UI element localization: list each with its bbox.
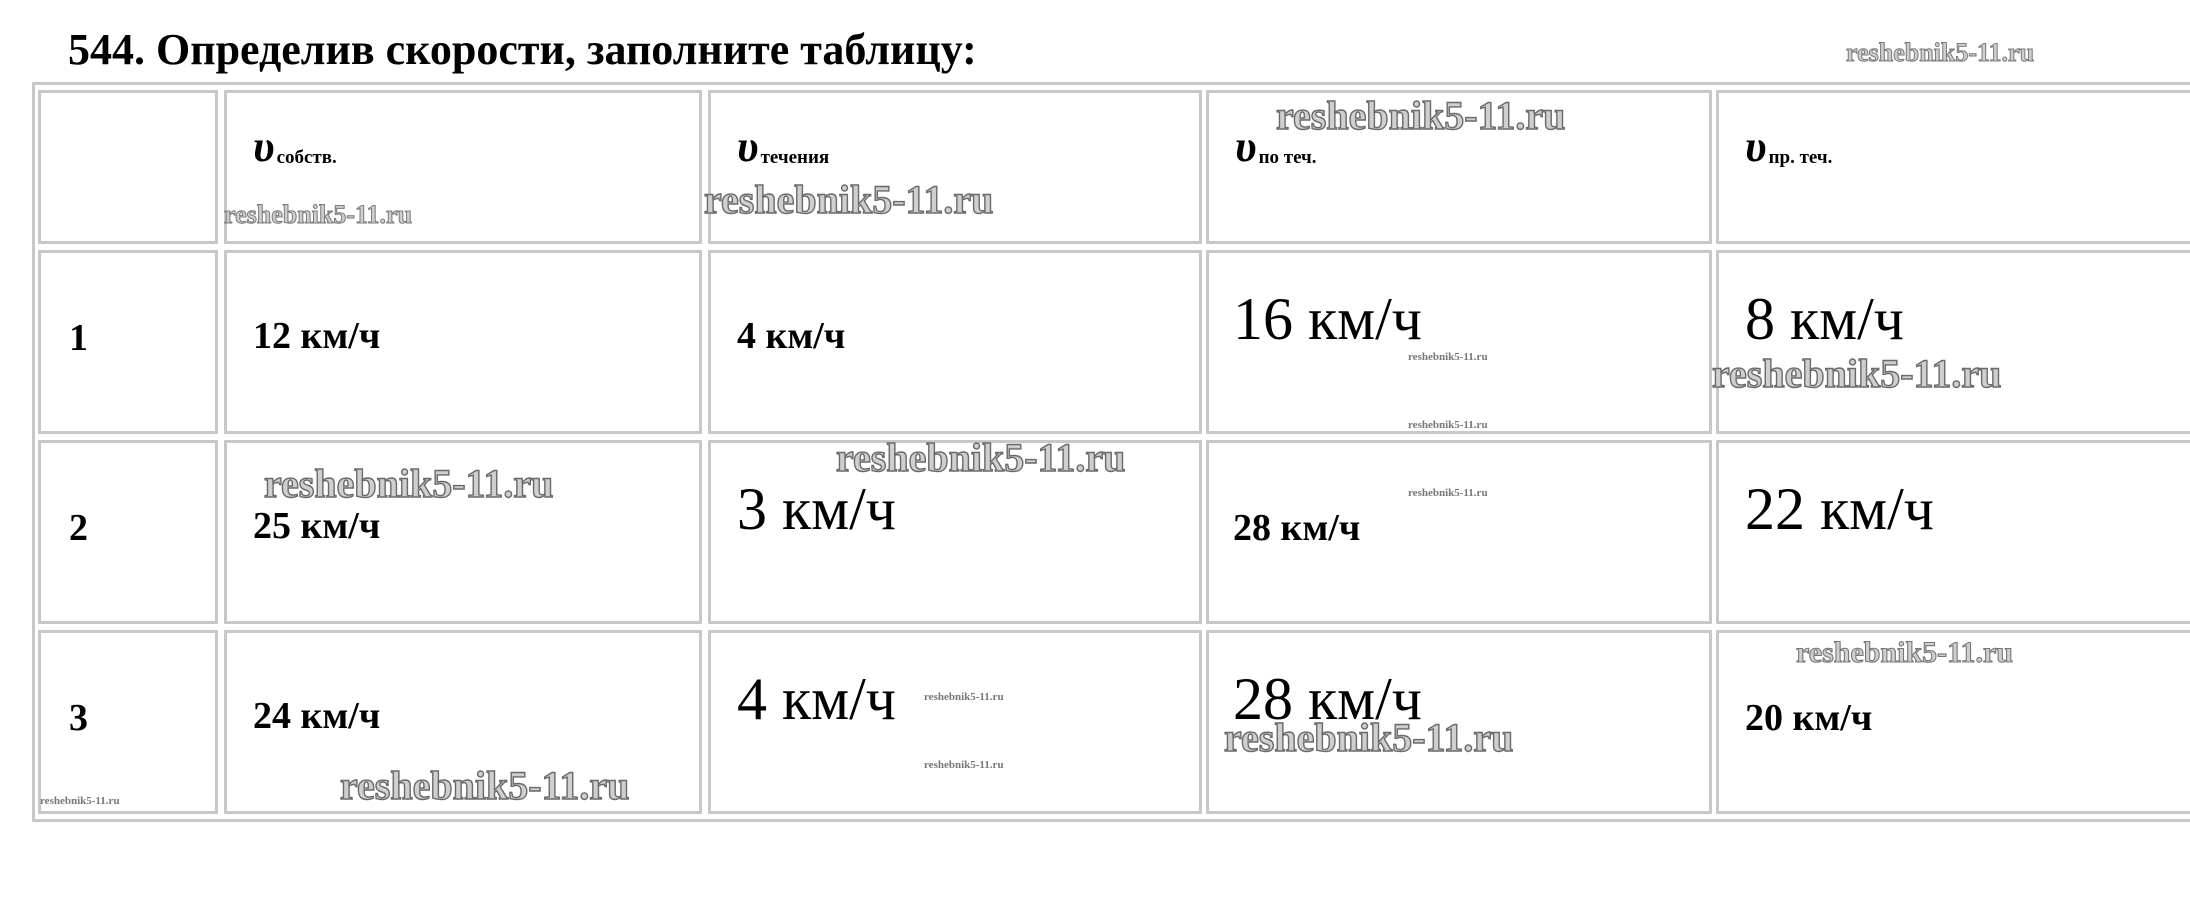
table-row-3-own-cell [224, 630, 702, 814]
header-upstream-speed-cell [1716, 90, 2190, 244]
header-current-speed-cell [708, 90, 1202, 244]
downstream-speed-value: 28 км/ч [1233, 666, 1422, 732]
table-row-2-current-cell [708, 435, 1202, 624]
watermark-text: reshebnik5-11.ru [340, 763, 630, 808]
watermark-text: reshebnik5-11.ru [1846, 38, 2035, 67]
table-row-3-downstream-cell [1206, 630, 1712, 814]
own-speed-value: 24 км/ч [253, 695, 381, 737]
header-upstream-speed: υ $_{пр. теч.}$ [1745, 122, 1833, 171]
header-own-speed-cell [224, 90, 702, 244]
watermark-text: reshebnik5-11.ru [224, 200, 413, 229]
watermark-text: reshebnik5-11.ru [1276, 93, 1566, 138]
header-empty-cell [38, 90, 218, 244]
table-row-1-own-cell [224, 250, 702, 434]
watermark-text: reshebnik5-11.ru [924, 691, 1004, 703]
table-row-3-num-cell [38, 630, 218, 814]
header-downstream-speed: υ $_{по теч.}$ [1235, 122, 1317, 171]
watermark-text: reshebnik5-11.ru [1224, 715, 1514, 760]
table-row-2-upstream-cell [1716, 440, 2190, 624]
watermark-text: reshebnik5-11.ru [1408, 351, 1488, 363]
watermark-text: reshebnik5-11.ru [1408, 419, 1488, 431]
own-speed-value: 25 км/ч [253, 505, 381, 547]
header-own-speed: υ $_{собств.}$ [253, 122, 337, 171]
current-speed-value: 3 км/ч [737, 476, 896, 542]
table-row-3-upstream-cell [1716, 630, 2190, 814]
table-row-3-current-cell [708, 630, 1202, 814]
upstream-speed-value: 8 км/ч [1745, 286, 1904, 352]
row-number: 1 [69, 317, 88, 359]
downstream-speed-value: 16 км/ч [1233, 286, 1422, 352]
current-speed-value: 4 км/ч [737, 315, 846, 357]
watermark-text: reshebnik5-11.ru [40, 795, 120, 807]
header-downstream-speed-cell [1206, 90, 1712, 244]
upstream-speed-value: 20 км/ч [1745, 697, 1873, 739]
watermark-text: reshebnik5-11.ru [1796, 636, 2013, 669]
table-row-1-num-cell [38, 250, 218, 434]
watermark-text: reshebnik5-11.ru [1408, 487, 1488, 499]
watermark-text: reshebnik5-11.ru [704, 177, 994, 222]
upstream-speed-value: 22 км/ч [1745, 476, 1934, 542]
row-number: 3 [69, 697, 88, 739]
row-number: 2 [69, 507, 88, 549]
watermark-text: reshebnik5-11.ru [1712, 351, 2002, 396]
table-row-1-downstream-cell [1206, 250, 1712, 434]
watermark-text: reshebnik5-11.ru [264, 461, 554, 506]
watermark-text: reshebnik5-11.ru [836, 435, 1126, 480]
table-row-2-num-cell [38, 440, 218, 624]
table-row-2-downstream-cell [1206, 440, 1712, 624]
watermark-text: reshebnik5-11.ru [924, 759, 1004, 771]
table-row-2-own-cell [224, 440, 702, 624]
exercise-title: 544. Определив скорости, заполните таблицу: [68, 25, 977, 74]
own-speed-value: 12 км/ч [253, 315, 381, 357]
header-current-speed: υ $_{течения}$ [737, 122, 830, 171]
table-row-1-current-cell [708, 250, 1202, 434]
table-row-1-upstream-cell [1716, 250, 2190, 434]
downstream-speed-value: 28 км/ч [1233, 507, 1361, 549]
current-speed-value: 4 км/ч [737, 666, 896, 732]
